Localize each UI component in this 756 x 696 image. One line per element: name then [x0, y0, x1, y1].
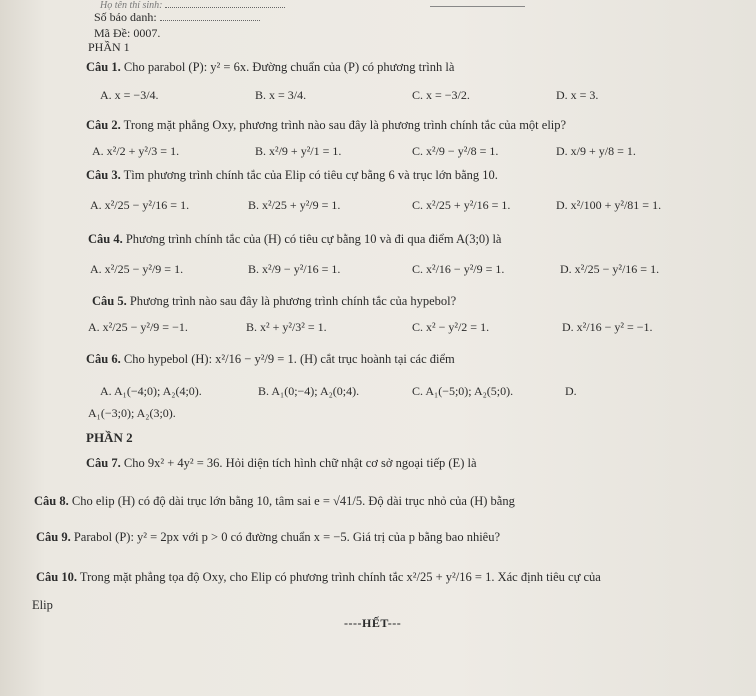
question-1-text: Cho parabol (P): y² = 6x. Đường chuẩn của (P) có phương trình là: [123, 60, 455, 74]
question-6-label: Câu 6.: [86, 352, 121, 366]
question-2-text: Trong mặt phẳng Oxy, phương trình nào sau đây là phương trình chính tắc của một elip?: [123, 118, 567, 132]
q4-option-d[interactable]: D. x²/25 − y²/16 = 1.: [560, 262, 660, 276]
question-4: [88, 232, 501, 247]
question-3-label: Câu 3.: [86, 168, 121, 182]
question-10: [36, 570, 601, 585]
question-4-text: Phương trình chính tắc của (H) có tiêu cự bằng 10 và đi qua điểm A(3;0) là: [125, 232, 502, 246]
q1-option-a[interactable]: A. x = −3/4.: [100, 88, 159, 102]
q3-option-a[interactable]: A. x²/25 − y²/16 = 1.: [90, 198, 190, 212]
part-2-heading: PHẦN 2: [86, 430, 133, 445]
question-3-text: Tìm phương trình chính tắc của Elip có tiêu cự bằng 6 và trục lớn bằng 10.: [123, 168, 498, 182]
q6-option-b[interactable]: B. A₁(0;−4); A₂(0;4).: [258, 384, 360, 398]
q3-option-d[interactable]: D. x²/100 + y²/81 = 1.: [556, 198, 662, 212]
q2-option-b[interactable]: B. x²/9 + y²/1 = 1.: [255, 144, 342, 158]
exam-code: Mã Đề: 0007.: [94, 26, 161, 40]
q6-option-a[interactable]: A. A₁(−4;0); A₂(4;0).: [100, 384, 202, 398]
end-marker: ----HẾT---: [344, 616, 402, 630]
question-9: [36, 530, 500, 545]
candidate-number-blank: [160, 20, 260, 21]
question-6-text: Cho hypebol (H): x²/16 − y²/9 = 1. (H) cắt trục hoành tại các điểm: [123, 352, 455, 366]
q5-option-a[interactable]: A. x²/25 − y²/9 = −1.: [88, 320, 188, 334]
question-9-text: Parabol (P): y² = 2px với p > 0 có đường chuẩn x = −5. Giá trị của p bằng bao nhiêu?: [73, 530, 501, 544]
header-rule: [430, 6, 525, 7]
question-5-label: Câu 5.: [92, 294, 127, 308]
question-5: [92, 294, 456, 309]
q4-option-a[interactable]: A. x²/25 − y²/9 = 1.: [90, 262, 184, 276]
question-6: [86, 352, 455, 367]
q6-option-d[interactable]: D.: [565, 384, 577, 398]
q2-option-c[interactable]: C. x²/9 − y²/8 = 1.: [412, 144, 499, 158]
q2-option-d[interactable]: D. x/9 + y/8 = 1.: [556, 144, 636, 158]
question-7-text: Cho 9x² + 4y² = 36. Hỏi diện tích hình chữ nhật cơ sở ngoại tiếp (E) là: [123, 456, 477, 470]
question-2: [86, 118, 566, 133]
q1-option-b[interactable]: B. x = 3/4.: [255, 88, 307, 102]
question-7: [86, 456, 477, 471]
question-7-label: Câu 7.: [86, 456, 121, 470]
candidate-number-label: Số báo danh:: [94, 10, 160, 24]
candidate-name-label: Họ tên thí sinh:: [100, 0, 165, 11]
question-1-label: Câu 1.: [86, 60, 121, 74]
question-4-label: Câu 4.: [88, 232, 123, 246]
question-10-label: Câu 10.: [36, 570, 77, 584]
q5-option-b[interactable]: B. x² + y²/3² = 1.: [246, 320, 327, 334]
q6-option-d-continued[interactable]: A₁(−3;0); A₂(3;0).: [88, 406, 176, 420]
q5-option-d[interactable]: D. x²/16 − y² = −1.: [562, 320, 653, 334]
question-3: [86, 168, 498, 183]
q1-option-d[interactable]: D. x = 3.: [556, 88, 599, 102]
question-5-text: Phương trình nào sau đây là phương trình chính tắc của hypebol?: [129, 294, 457, 308]
question-1: [86, 60, 454, 75]
q5-option-c[interactable]: C. x² − y²/2 = 1.: [412, 320, 490, 334]
q1-option-c[interactable]: C. x = −3/2.: [412, 88, 470, 102]
candidate-number-line: [94, 10, 260, 25]
q6-option-c[interactable]: C. A₁(−5;0); A₂(5;0).: [412, 384, 514, 398]
question-8-label: Câu 8.: [34, 494, 69, 508]
q3-option-c[interactable]: C. x²/25 + y²/16 = 1.: [412, 198, 511, 212]
candidate-name-blank: [165, 7, 285, 8]
part-1-heading: PHẦN 1: [88, 40, 130, 54]
q2-option-a[interactable]: A. x²/2 + y²/3 = 1.: [92, 144, 180, 158]
q4-option-b[interactable]: B. x²/9 − y²/16 = 1.: [248, 262, 341, 276]
question-8-text: Cho elip (H) có độ dài trục lớn bằng 10, tâm sai e = √41/5. Độ dài trục nhỏ của (H) bằng: [71, 494, 515, 508]
q3-option-b[interactable]: B. x²/25 + y²/9 = 1.: [248, 198, 341, 212]
q4-option-c[interactable]: C. x²/16 − y²/9 = 1.: [412, 262, 505, 276]
question-10-text: Trong mặt phẳng tọa độ Oxy, cho Elip có phương trình chính tắc x²/25 + y²/16 = 1. Xác định tiêu cự của: [79, 570, 601, 584]
question-8: [34, 494, 515, 509]
question-9-label: Câu 9.: [36, 530, 71, 544]
question-2-label: Câu 2.: [86, 118, 121, 132]
question-10-continued: Elip: [32, 598, 53, 612]
